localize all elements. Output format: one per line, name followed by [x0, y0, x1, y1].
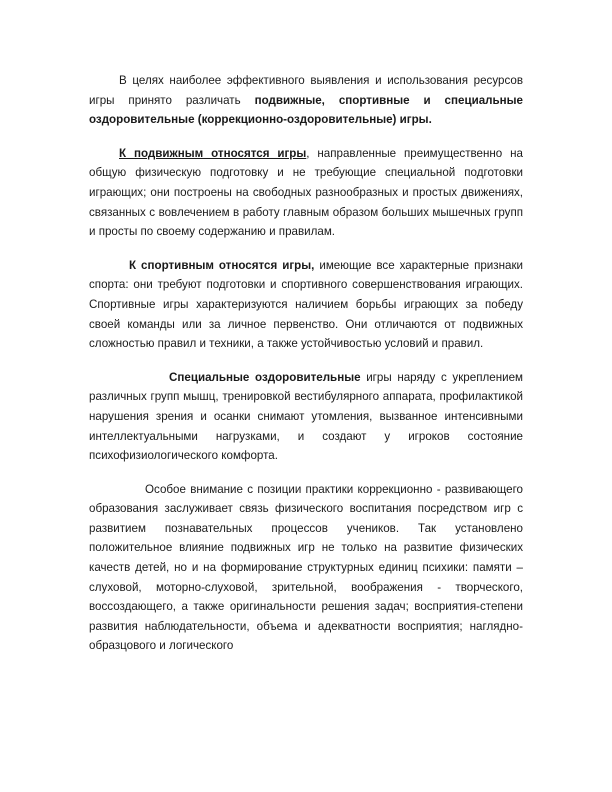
- bold-phrase: Специальные оздоровительные: [169, 370, 361, 384]
- bold-phrase: К спортивным относятся игры,: [129, 258, 315, 272]
- paragraph-text: игры наряду с укреплением различных групп мышц, тренировкой вестибулярного аппарата, профилактикой нарушения зрения и осанки снимают утомления, вызванное интенсивными интеллектуальными нагрузками, и создают у игроков состояние психофизиологического комфорта.: [89, 370, 523, 463]
- paragraph-sport-games: [89, 256, 523, 354]
- document-body: [89, 71, 523, 670]
- paragraph-text: Особое внимание с позиции практики коррекционно - развивающего образования заслуживает связь физического воспитания посредством игр с развитием познавательных процессов учеников. Так установлено положительное влияние подвижных игр не только на развитие физических качеств детей, но и на формирование структурных единиц психики: памяти – слуховой, моторно-слуховой, зрительной, воображения - творческого, воссоздающего, а также оригинальности решения задач; восприятия-степени развития наблюдательности, объема и адекватности восприятия; наглядно- образцового и логического: [89, 482, 523, 653]
- paragraph-game-types: [89, 71, 523, 130]
- paragraph-mobile-games: [89, 144, 523, 242]
- paragraph-text: В целях наиболее эффективного выявления и использования ресурсов игры принято различать: [89, 74, 523, 107]
- paragraph-cognitive-development: [89, 480, 523, 656]
- paragraph-text: имеющие все характерные признаки спорта: они требуют подготовки и спортивного совершенствования играющих. Спортивные игры характеризуются наличием борьбы играющих за победу своей команды или за личное первенство. Они отличаются от подвижных сложностью правил и техники, а также устойчивостью условий и правил.: [89, 258, 523, 351]
- bold-phrase: подвижные, спортивные и специальные оздоровительные (коррекционно-оздоровительные) игры.: [89, 93, 523, 127]
- paragraph-health-games: [89, 368, 523, 466]
- paragraph-text: , направленные преимущественно на общую физическую подготовку и не требующие специальной подготовки играющих; они построены на свободных разнообразных и простых движениях, связанных с вовлечением в работу главным образом больших мышечных групп и просты по своему содержанию и правилам.: [89, 146, 523, 239]
- bold-phrase: К подвижным относятся игры: [119, 146, 307, 160]
